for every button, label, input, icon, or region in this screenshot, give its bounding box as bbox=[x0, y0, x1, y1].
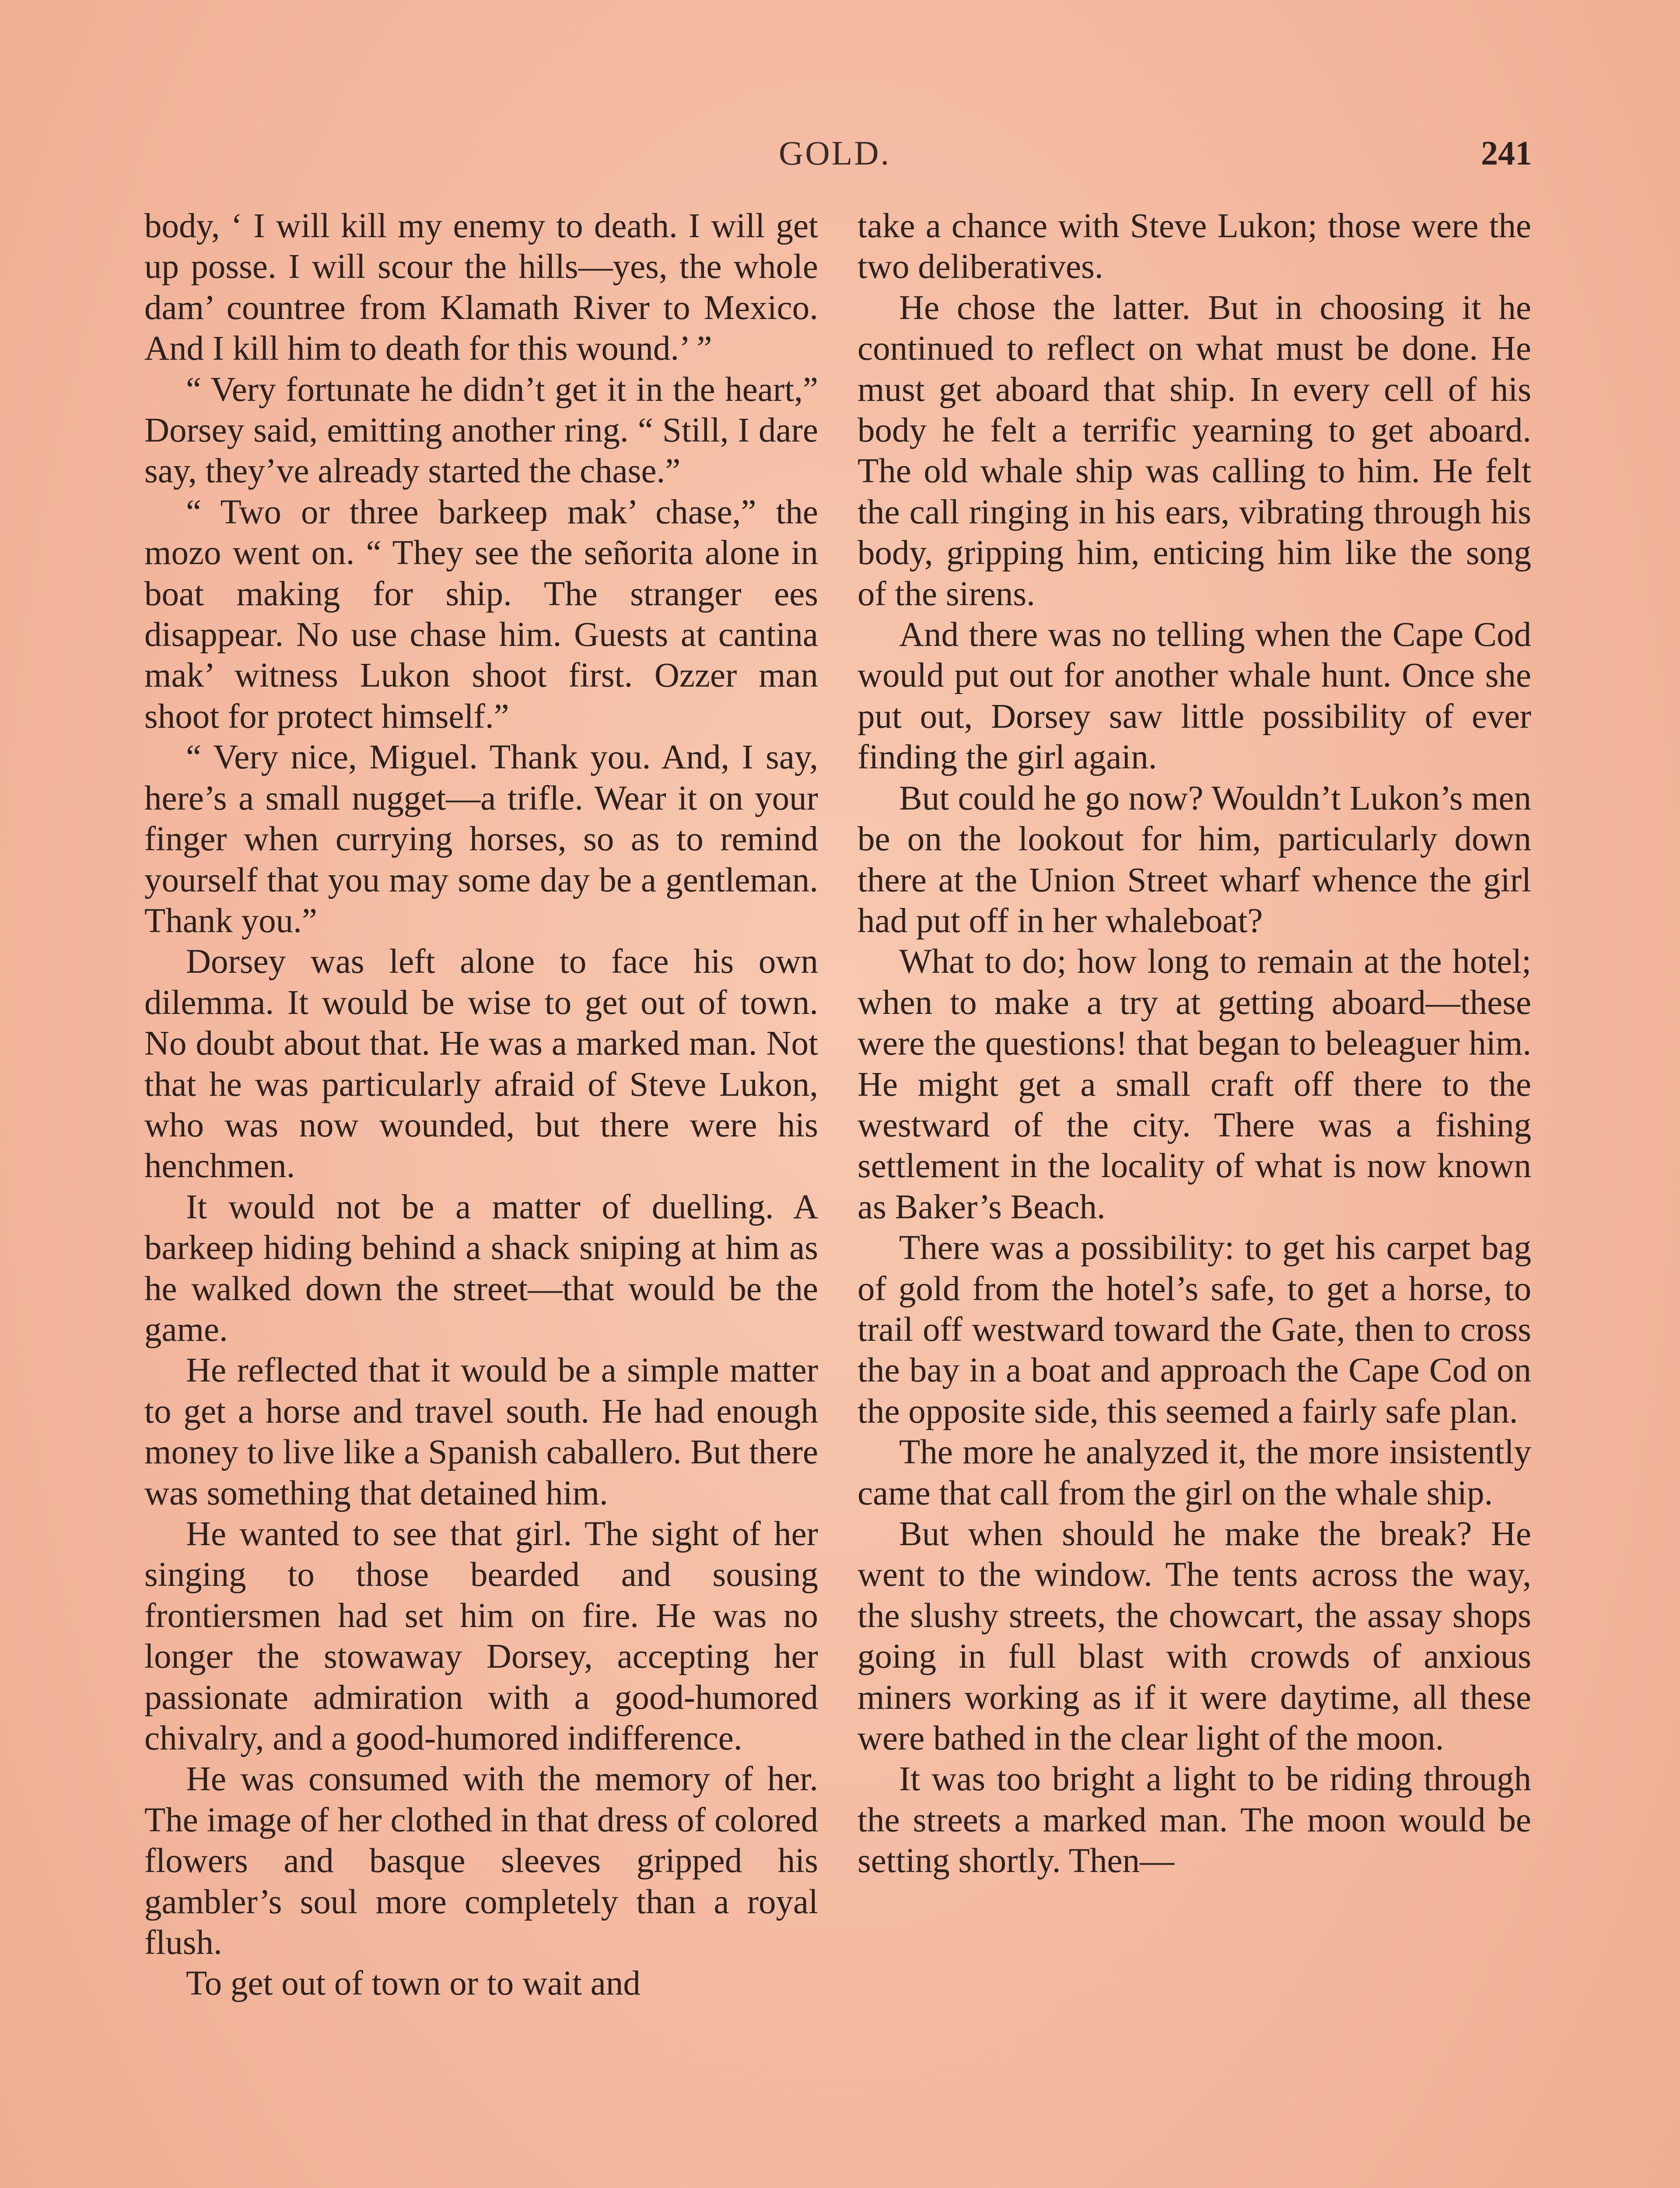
paragraph: “ Very nice, Miguel. Thank you. And, I say, here’s a small nugget—a trifle. Wear it on your finger when currying horses, so as to remind yourself that you may some day be a gentleman. Thank you.” bbox=[144, 738, 818, 940]
right-column bbox=[858, 206, 1531, 1882]
paragraph: And there was no telling when the Cape Cod would put out for another whale hunt. Once she put out, Dorsey saw little possibility of ever finding the girl again. bbox=[858, 616, 1531, 777]
page-number: 241 bbox=[1481, 134, 1532, 172]
running-title: GOLD. bbox=[779, 134, 891, 172]
paragraph: It would not be a matter of duelling. A barkeep hiding behind a shack sniping at him as he walked down the street—that would be the game. bbox=[144, 1188, 818, 1349]
paragraph: Dorsey was left alone to face his own dilemma. It would be wise to get out of town. No doubt about that. He was a marked man. Not that he was particularly afraid of Steve Lukon, who was now wounded, but there were his henchmen. bbox=[144, 943, 818, 1185]
paragraph: To get out of town or to wait and bbox=[186, 1964, 640, 2003]
paragraph: He reflected that it would be a simple matter to get a horse and travel south. He had enough money to live like a Spanish caballero. But there was something that detained him. bbox=[144, 1351, 818, 1512]
paragraph: He wanted to see that girl. The sight of her singing to those bearded and sousing frontiersmen had set him on fire. He was no longer the stowaway Dorsey, accepting her passionate admiration with a good-humored chivalry, and a good-humored indifference. bbox=[144, 1515, 818, 1758]
paragraph: What to do; how long to remain at the hotel; when to make a try at getting aboard—these were the questions! that began to beleaguer him. He might get a small craft off there to the westward of the city. There was a fishing settlement in the locality of what is now known as Baker’s Beach. bbox=[858, 943, 1531, 1226]
paragraph: “ Very fortunate he didn’t get it in the heart,” Dorsey said, emitting another ring. “ Still, I dare say, they’ve already started the chase.” bbox=[144, 370, 818, 491]
paragraph: take a chance with Steve Lukon; those were the two deliberatives. bbox=[858, 207, 1531, 286]
paragraph: But when should he make the break? He went to the window. The tents across the way, the slushy streets, the chowcart, the assay shops going in full blast with crowds of anxious miners working as if it were daytime, all these were bathed in the clear light of the moon. bbox=[858, 1515, 1531, 1758]
paragraph: He chose the latter. But in choosing it he continued to reflect on what must be done. He must get aboard that ship. In every cell of his body he felt a terrific yearning to get aboard. The old whale ship was calling to him. He felt the call ringing in his ears, vibrating through his body, gripping him, enticing him like the song of the sirens. bbox=[858, 288, 1531, 613]
paragraph: He was consumed with the memory of her. The image of her clothed in that dress of colored flowers and basque sleeves gripped his gambler’s soul more completely than a royal flush. bbox=[144, 1760, 818, 1962]
paragraph: It was too bright a light to be riding through the streets a marked man. The moon would be setting shortly. Then— bbox=[858, 1760, 1531, 1880]
paragraph: But could he go now? Wouldn’t Lukon’s men be on the lookout for him, particularly down there at the Union Street wharf whence the girl had put off in her whaleboat? bbox=[858, 779, 1531, 940]
paragraph: body, ‘ I will kill my enemy to death. I will get up posse. I will scour the hills—yes, the whole dam’ countree from Klamath River to Mexico. And I kill him to death for this wound.’ ” bbox=[144, 207, 818, 368]
paragraph: “ Two or three barkeep mak’ chase,” the mozo went on. “ They see the señorita alone in boat making for ship. The stranger ees disappear. No use chase him. Guests at cantina mak’ witness Lukon shoot first. Ozzer man shoot for protect himself.” bbox=[144, 493, 818, 736]
left-column bbox=[144, 206, 818, 2004]
paragraph: The more he analyzed it, the more insistently came that call from the girl on the whale ship. bbox=[858, 1433, 1531, 1512]
paragraph: There was a possibility: to get his carpet bag of gold from the hotel’s safe, to get a horse, to trail off westward toward the Gate, then to cross the bay in a boat and approach the Cape Cod on the opposite side, this seemed a fairly safe plan. bbox=[858, 1229, 1531, 1431]
